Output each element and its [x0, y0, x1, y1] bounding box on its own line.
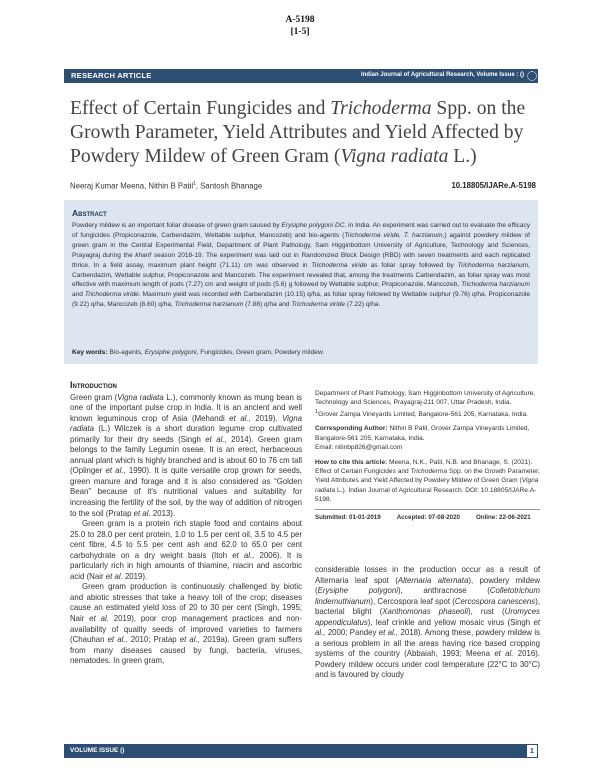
text-run: ), anthracnose ( — [398, 586, 490, 596]
abstract-heading: Abstract — [72, 208, 107, 218]
affiliation-dept: Department of Plant Pathology, Sam Higginbottom University of Agriculture, Technology and Sciences, Prayagraj-211 007, Uttar Pradesh, India. — [315, 390, 536, 407]
text-run: Meena, N.K., Patil, N.B. and Bhanage, S. (2021). Effect of Certain Fungicides and — [315, 458, 533, 476]
text-run: Neeraj Kumar Meena, Nithin B Patil — [70, 181, 194, 191]
accepted-date: Accepted: 07-08-2020 — [396, 513, 460, 521]
intro-paragraph-3 — [70, 582, 302, 666]
text-run: Green gram production is continuously challenged by biotic and abiotic stresses that take a heavy toll of the crop; diseases cause an estimated yield loss of 20 to 30 per cent (Singh, 1995; Nair — [70, 582, 302, 624]
article-title — [70, 97, 540, 169]
italic-text: Trichoderma — [330, 98, 432, 119]
text-run: ) against powdery mildew of green gram in the Central Experimental Field, Department of Plant Pathology, Sam Higginbottom University of Agriculture, Technology and Sciences, Prayagraj during the — [72, 231, 530, 259]
text-run: and — [72, 291, 85, 299]
keywords — [72, 349, 324, 356]
text-run: Powdery mildew is an important foliar disease of green gram caused by — [72, 222, 282, 229]
intro-paragraph-2 — [70, 519, 302, 582]
text-run: 2019a). Green gram suffers from many diseases caused by fungi, bacteria, viruses, nematodes. In green gram, — [70, 635, 303, 666]
header-bar — [64, 69, 538, 83]
submitted-date: Submitted: 01-01-2019 — [315, 513, 381, 521]
text-run: Green gram is a protein rich staple food and contains about 25.0 to 28.0 per cent protein, 1.0 to 1.5 per cent oil, 3.5 to 4.5 per cent fibre, 4.5 to 5.5 per cent ash and 62.0 to 65.0 per cent carbohydrate on a dry weight basis (Itoh — [70, 519, 302, 560]
text-run: ), Cercospora leaf spot ( — [370, 596, 455, 606]
text-run: L.), commonly known as mung bean is one of the important pulse crop in India. It is an ancient and well known leguminous crop of Asia (Mehandi — [70, 392, 302, 423]
text-run: Spp. on the Growth Parameter, Yield Attributes and Yield Affected by Powdery Mildew of Green Gram ( — [315, 468, 540, 485]
left-column — [70, 380, 302, 667]
text-run: 2018). Among these, powdery mildew is a serious problem in all the areas having rice based cropping systems of the country (Abbaiah, 1993; Meena — [315, 628, 540, 659]
footer-volume: VOLUME ISSUE () — [70, 747, 125, 754]
intro-paragraph-1 — [70, 393, 302, 520]
text-run: 2010; Pratap — [127, 635, 180, 645]
text-run: season 2018-19. The experiment was laid out in Randomized Block Design (RBD) with seven treatments and each replicated thrice. In a field assay, maximum plant height (71.11) cm was observed in — [72, 251, 530, 269]
text-run: 2016). Powdery mildew occurs under cool temperature (22°C to 30°C) and is favoured by cloudy — [315, 649, 541, 680]
text-run: Green gram ( — [70, 392, 118, 402]
italic-text: Vigna radiata — [117, 392, 164, 402]
keywords-label: Key words: — [72, 349, 108, 356]
affiliation-box — [315, 389, 540, 522]
italic-text: Trichoderma viride, T. harzianum, — [344, 231, 445, 239]
italic-text: Trichoderma harzianum — [461, 281, 530, 289]
text-run: as foliar spray followed by — [366, 261, 458, 269]
article-doi[interactable]: 10.18805/IJARe.A-5198 — [451, 181, 536, 190]
italic-text: Alternaria alternata — [397, 575, 469, 585]
italic-text: Uromyces appendiculatus — [315, 607, 540, 627]
text-run: Effect of Certain Fungicides and — [70, 98, 331, 119]
text-run: (L.) Wilczek is a short duration legume crop cultivated primarily for their dry seeds (Singh — [70, 424, 302, 444]
italic-text: et al. — [105, 571, 123, 581]
italic-text: Trichoderma viride — [291, 301, 346, 309]
journal-reference: Indian Journal of Agricultural Research, Volume Issue : () — [360, 72, 524, 78]
abstract-box — [64, 200, 538, 364]
italic-text: Trichoderma harzianum, — [457, 261, 530, 269]
text-run: (7.22) q/ha. — [345, 301, 381, 309]
abstract-text — [72, 221, 530, 310]
italic-text: Vigna radiata — [315, 477, 539, 494]
italic-text: Cercospora canescens — [454, 596, 536, 606]
page-number: 1 — [526, 744, 538, 758]
text-run: 2019), poor crop management practices and non-availability of quality seeds of improved varieties to farmers (Chauhan — [70, 614, 302, 645]
corresponding-author: Corresponding Author: Nithin B Patil, Grover Zampa Vineyards Limited, Bangalore-561 205, Karnataka, India. — [315, 425, 530, 442]
italic-text: et al., — [378, 628, 399, 638]
introduction-heading: Introduction — [70, 380, 117, 390]
text-run: ), leaf crinkle and yellow mosaic virus (Singh — [367, 617, 534, 627]
italic-text: et al., — [205, 434, 227, 444]
text-run: 2000; Pandey — [325, 628, 379, 638]
text-run: in India. An experiment was carried out to evaluate the efficacy of fungicides (Propiconazole, Carbendazim, Wettable sulphur, Mancozeb) and bio-agents ( — [72, 222, 531, 239]
italic-text: et al., — [105, 466, 126, 476]
text-run: ), bacterial blight ( — [315, 596, 540, 617]
article-dates — [315, 509, 540, 522]
text-run: Carbendazim, Wettable sulphur, Propiconazole and Mancozeb. The experiment revealed that, among the treatments Carbendazim, as foliar spray was most effective with maximum length of pods (7.27) cm and weight of pods (5.6) g followed by Wettable sulphur, Propiconazole, Mancozeb, — [72, 271, 530, 289]
text-run: considerable losses in the production occur as a result of Alternaria leaf spot ( — [315, 565, 540, 585]
superscript-mark: 1 — [193, 181, 196, 187]
section-label: RESEARCH ARTICLE — [71, 71, 152, 80]
journal-logo-icon — [527, 71, 537, 81]
italic-text: Trichoderma harzianum — [174, 301, 244, 309]
text-run: Fungicides, Green gram, Powdery mildew. — [198, 349, 325, 356]
italic-text: Erysiphe polygoni, — [144, 349, 199, 356]
text-run: (7.88) q/ha and — [243, 301, 292, 309]
italic-text: et al., — [107, 635, 128, 645]
how-to-cite: How to cite this article: Meena, N.K., Patil, N.B. and Bhanage, S. (2021). Effect of Certain Fungicides and Trichoderma Spp. on the Growth Parameter, Yield Attributes and Yield Affected by Powdery Mildew of Green Gram (Vigna radiata L.). Indian Journal of Agricultural Research. DOI: 10.18805/IJARe.A-5198. — [315, 458, 540, 504]
text-run: , Santosh Bhanage — [195, 181, 263, 191]
keywords-list — [108, 349, 325, 356]
text-run: 2013). — [150, 508, 176, 518]
right-paragraph-1 — [315, 565, 540, 681]
text-run: Maximum yield was recorded with Carbendazim (10.15) q/ha, as foliar spray followed by Wettable sulphur (9.76) q/ha, Propiconazole (9.22) q/ha, Mancozeb (8.60) q/ha, — [72, 291, 530, 309]
text-run: Bio-agents, — [107, 349, 145, 356]
text-run: 2019). — [250, 413, 283, 423]
text-run: L.) — [448, 146, 477, 167]
italic-text: et al. — [89, 614, 109, 624]
italic-text: Trichoderma viride — [311, 261, 367, 269]
right-column — [315, 565, 540, 681]
text-run: 2019). — [122, 571, 148, 581]
text-run: Spp. on the Growth Parameter, Yield Attributes and Yield Affected by Powdery Mildew of Green Gram ( — [70, 98, 526, 167]
affiliation-grover: $^1$Grover Zampa Vineyards Limited, Bangalore-561 205, Karnataka, India. — [315, 408, 528, 418]
italic-text: Trichoderma — [410, 468, 448, 476]
italic-text: Xanthomonas phaseoli — [382, 607, 468, 617]
italic-text: kharif — [135, 251, 152, 259]
italic-text: et al., — [179, 635, 200, 645]
author-email[interactable]: Email: nitinbp826@gmail.com — [315, 444, 403, 452]
text-run: L.). Indian Journal of Agricultural Research. DOI: 10.18805/IJARe.A-5198. — [315, 486, 537, 504]
text-run: 2006). It is particularly rich in high amounts of thiamine, niacin and ascorbic acid (Nair — [70, 550, 303, 581]
italic-text: Colletotrichum lindemuthianum — [315, 586, 540, 606]
italic-text: Vigna radiata — [70, 413, 302, 434]
italic-text: et al. — [133, 508, 151, 518]
author-list — [70, 181, 262, 191]
text-run: 1990). It is quite versatile crop grown for seeds, green manure and forage and it is also considered as “Golden Bean” because of it's nutritional values and suitability for increasing the fertility of the soil, by the way of addition of nitrogen to the soil (Pratap — [70, 466, 302, 518]
italic-text: Vigna radiata — [340, 146, 449, 167]
italic-text: Erysiphe polygoni DC. — [281, 222, 347, 229]
manuscript-id: A-5198 [1-5] — [285, 15, 315, 37]
italic-text: et al., — [229, 413, 251, 423]
italic-text: Erysiphe polygoni — [317, 586, 398, 596]
italic-text: Trichoderma viride. — [84, 291, 141, 299]
text-run: 2014). Green gram belongs to the family Legumin oseae. It is an erect, herbaceous annual plant which is highly branched and is about 60 to 76 cm tall (Oplinger — [70, 434, 303, 476]
text-run: ), rust ( — [467, 607, 505, 617]
text-run: ), powdery mildew ( — [315, 575, 540, 596]
italic-text: et al., — [232, 550, 255, 560]
italic-text: et al. — [494, 649, 514, 659]
italic-text: et al., — [315, 617, 540, 638]
footer-bar — [64, 744, 538, 758]
online-date: Online: 22-06-2021 — [475, 513, 531, 521]
